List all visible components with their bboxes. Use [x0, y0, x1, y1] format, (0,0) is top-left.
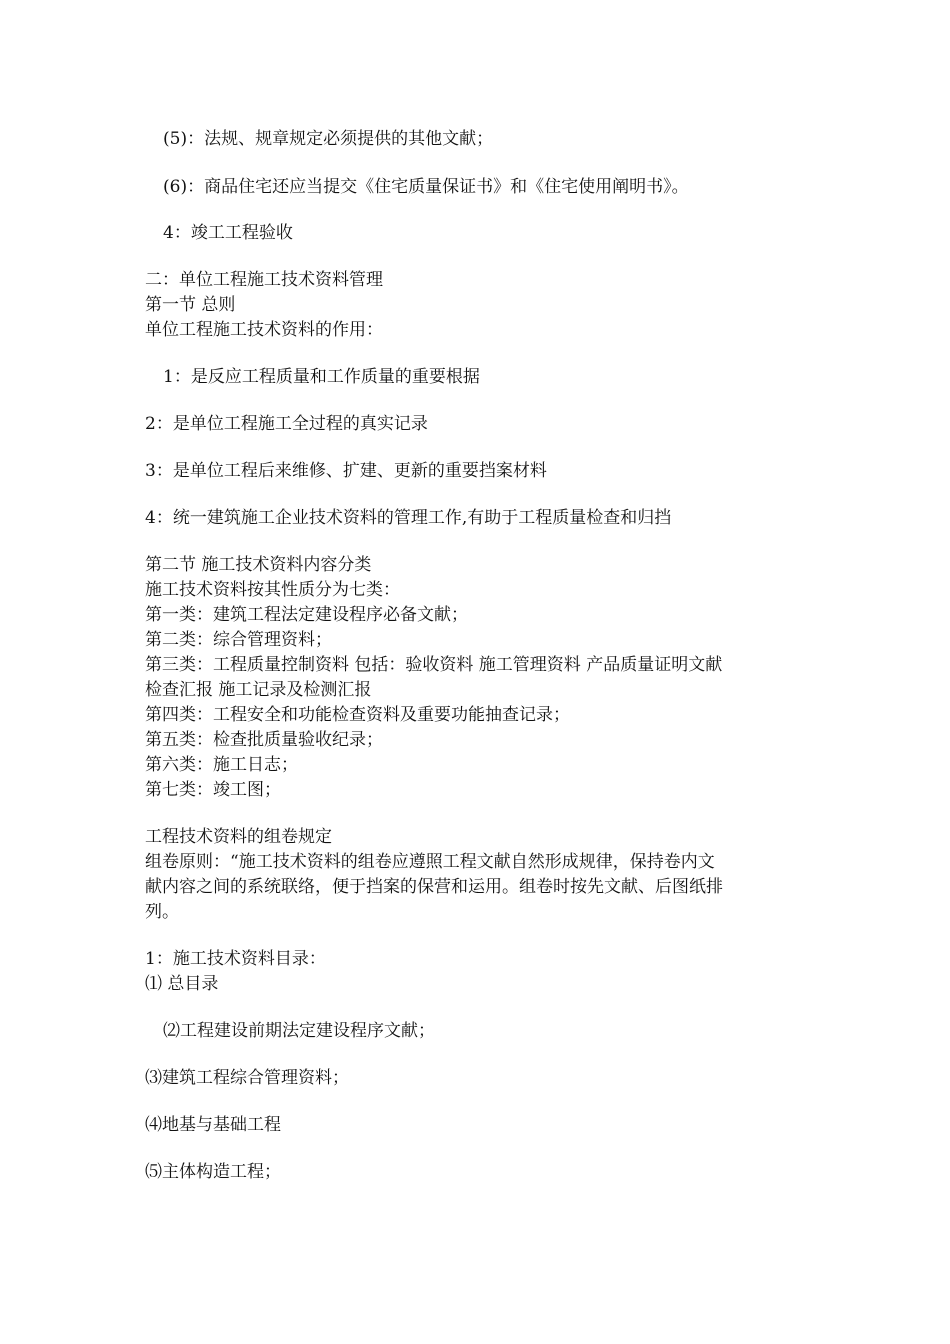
text-line: 组卷原则：“施工技术资料的组卷应遵照工程文献自然形成规律，保持卷内文: [145, 852, 715, 872]
text-line: 单位工程施工技术资料的作用：: [145, 320, 383, 340]
section-heading: 工程技术资料的组卷规定: [145, 827, 332, 847]
text-line: 献内容之间的系统联络，便于挡案的保营和运用。组卷时按先文献、后图纸排: [145, 877, 723, 897]
text-line: (5)：法规、规章规定必须提供的其他文献；: [163, 129, 494, 149]
text-line: 第二类：综合管理资料；: [145, 630, 332, 650]
text-line: 3：是单位工程后来维修、扩建、更新的重要挡案材料: [145, 461, 547, 481]
section-heading: 第二节 施工技术资料内容分类: [145, 555, 372, 575]
text-line: 1：是反应工程质量和工作质量的重要根据: [163, 367, 480, 387]
text-line: 第六类：施工日志；: [145, 755, 298, 775]
text-line: 第三类：工程质量控制资料 包括：验收资料 施工管理资料 产品质量证明文献: [145, 655, 723, 675]
section-heading: 二：单位工程施工技术资料管理: [145, 270, 383, 290]
list-item: ⑸主体构造工程；: [145, 1162, 281, 1182]
list-item: ⑵工程建设前期法定建设程序文献；: [163, 1021, 435, 1041]
text-line: 1：施工技术资料目录：: [145, 949, 326, 969]
text-line: 第五类：检查批质量验收纪录；: [145, 730, 383, 750]
text-line: 4：竣工工程验收: [163, 223, 293, 243]
list-item: ⑶建筑工程综合管理资料；: [145, 1068, 349, 1088]
text-line: 第四类：工程安全和功能检查资料及重要功能抽查记录；: [145, 705, 570, 725]
text-line: 第一类：建筑工程法定建设程序必备文献；: [145, 605, 468, 625]
text-line: 列。: [145, 902, 179, 922]
text-line: (6)：商品住宅还应当提交《住宅质量保证书》和《住宅使用阐明书》。: [163, 177, 689, 197]
text-line: 4：统一建筑施工企业技术资料的管理工作,有助于工程质量检查和归挡: [145, 508, 672, 528]
text-line: 检查汇报 施工记录及检测汇报: [145, 680, 372, 700]
text-line: 2：是单位工程施工全过程的真实记录: [145, 414, 428, 434]
list-item: ⑴ 总目录: [145, 974, 219, 994]
list-item: ⑷地基与基础工程: [145, 1115, 281, 1135]
text-line: 第七类：竣工图；: [145, 780, 281, 800]
section-heading: 第一节 总则: [145, 295, 236, 315]
text-line: 施工技术资料按其性质分为七类：: [145, 580, 400, 600]
